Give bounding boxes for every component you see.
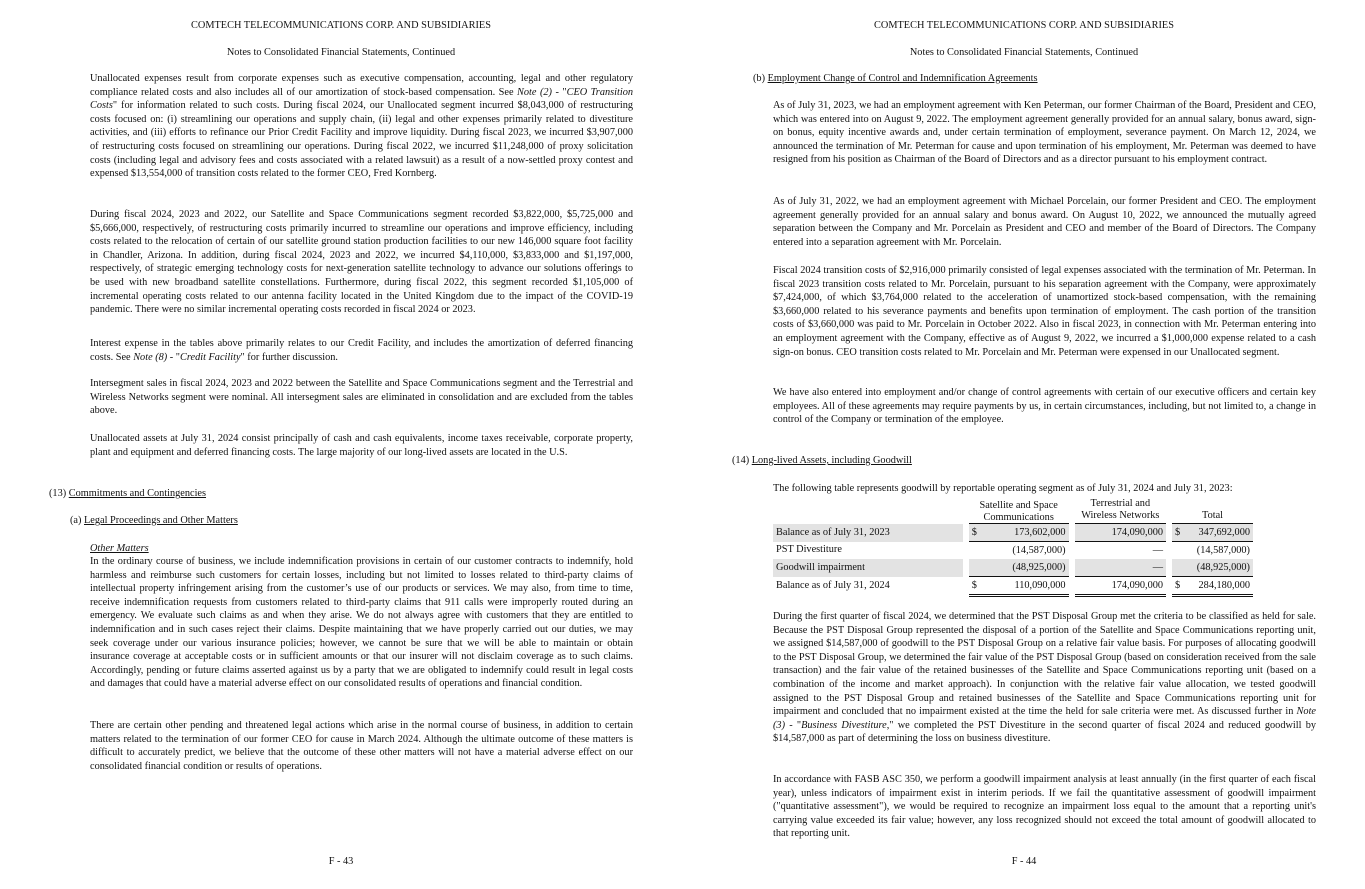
intersegment-sales-paragraph: Intersegment sales in fiscal 2024, 2023 and 2022 between the Satellite and Space Communications segment and the Terrestrial and Wireless Networks segment were nominal. All intersegment sales are eliminated in consolidation and are excluded from the tables above. [90, 378, 633, 417]
page-right [683, 0, 1365, 889]
unallocated-assets-paragraph: Unallocated assets at July 31, 2024 consist principally of cash and cash equivalents, income taxes receivable, corporate property, plant and equipment and deferred financing costs. The large majority of our long-lived assets are located in the U.S. [90, 433, 633, 458]
column-header-satellite: Satellite and Space Communications [969, 498, 1069, 524]
page-number: F - 43 [328, 856, 354, 867]
satellite-restructuring-paragraph: During fiscal 2024, 2023 and 2022, our Satellite and Space Communications segment recorded $3,822,000, $5,725,000 and $5,666,000, respectively, of restructuring costs primarily incurred to streamline our operations and improve efficiency, including costs related to the relocation of certain of our satellite ground station production facilities to our new 146,000 square foot facility in Chandler, Arizona. In addition, during fiscal 2024, 2023 and 2022, we incurred $4,110,000, $3,833,000 and $1,197,000, respectively, of strategic emerging technology costs for next-generation satellite technology to advance our solutions offerings to be used with new broadband satellite constellations. Furthermore, during fiscal 2022, this segment recorded $1,105,000 of incremental operating costs related to our antenna facility located in the United Kingdom due to the impact of the COVID-19 pandemic. There were no similar incremental operating costs recorded in fiscal 2024 or 2023. [90, 209, 633, 316]
goodwill-table [773, 498, 1253, 597]
table-row: Goodwill impairment (48,925,000) — (48,925,000) [773, 559, 1253, 577]
section-14-heading: (14) Long-lived Assets, including Goodwill [732, 455, 912, 466]
table-header-row [773, 498, 1253, 524]
impairment-analysis-paragraph: In accordance with FASB ASC 350, we perform a goodwill impairment analysis at least annually (in the first quarter of each fiscal year), unless indicators of impairment exist in interim periods. If we fail the quantitative assessment of goodwill impairment ("quantitative assessment"), we would be required to recognize an impairment loss equal to the amount that a reporting unit's carrying value exceeded its fair value; however, any loss recognized should not exceed the total amount of goodwill allocated to that reporting unit. [773, 774, 1316, 840]
page-number: F - 44 [1011, 856, 1037, 867]
table-row: Balance as of July 31, 2023 $ 173,602,000 174,090,000 $ 347,692,000 [773, 524, 1253, 542]
other-matters-heading: Other Matters [90, 543, 149, 554]
change-of-control-paragraph: We have also entered into employment and/or change of control agreements with certain of our executive officers and certain key employees. All of these agreements may require payments by us, in certain circumstances, including, but not limited to, a change in control of the Company or termination of the employee. [773, 387, 1316, 426]
indemnification-paragraph: In the ordinary course of business, we include indemnification provisions in certain of our customer contracts to indemnify, hold harmless and reimburse such customers for certain losses, including but not limited to losses related to third-party claims of intellectual property infringement arising from the customer’s use of our products or services. We may also, from time to time, receive indemnification requests from customers related to third-party claims that 911 calls were improperly routed during an emergency. We evaluate such claims as and when they arise. We do not always agree with customers that they are entitled to indemnification and in such cases reject their claims. Despite maintaining that we have properly carried out our duties, we may seek coverage under our various insurance policies; however, we cannot be sure that we will be able to maintain or obtain insurance coverage at acceptable costs or in sufficient amounts or that our insurer will not disclaim coverage as to such claims. Accordingly, pending or future claims asserted against us by a party that we are obligated to indemnify could result in legal costs and damages that could have a material adverse effect on our consolidated results of operations and financial condition. [90, 556, 633, 690]
unallocated-expenses-paragraph: Unallocated expenses result from corporate expenses such as executive compensation, accounting, legal and other regulatory compliance related costs and also includes all of our amortization of stock-based compensation. See Note (2) - "CEO Transition Costs" for information related to such costs. During fiscal 2024, our Unallocated segment incurred $8,043,000 of restructuring costs focused on: (i) streamlining our operations and supply chain, (ii) legal and other expenses primarily related to divestiture activities, and (iii) efforts to refinance our Prior Credit Facility and improve liquidity. During fiscal 2023, we incurred $3,907,000 of restructuring costs focused on streamlining our operations. During fiscal 2022, we incurred $11,248,000 of proxy solicitation costs (including legal and advisory fees and costs associated with a related lawsuit) as a result of a now-settled proxy contest and expensed $13,554,000 of transition costs related to the former CEO, Fred Kornberg. [90, 73, 634, 180]
transition-costs-paragraph: Fiscal 2024 transition costs of $2,916,000 primarily consisted of legal expenses associated with the termination of Mr. Peterman. In fiscal 2023 transition costs related to Mr. Porcelain, pursuant to his separation agreement with the Company, were approximately $7,424,000, of which $3,764,000 related to the acceleration of unamortized stock-based compensation, with the remaining $3,660,000 related to his severance payments and benefits upon termination of employment. The cash portion of the transition costs of $3,660,000 was paid to Mr. Porcelain in October 2022. Also in fiscal 2023, in connection with Mr. Peterman entering into an employment agreement with the Company, effective as of August 9, 2022, we incurred a $1,000,000 expense related to a cash sign-on bonus. CEO transition costs related to Mr. Porcelain and Mr. Peterman were expensed in our Unallocated segment. [773, 265, 1316, 358]
page-left [0, 0, 682, 889]
legal-actions-paragraph: There are certain other pending and threatened legal actions which arise in the normal course of business, in addition to certain matters related to the termination of our former CEO for cause in March 2024. Although the ultimate outcome of these matters is difficult to accurately predict, we believe that the outcome of these other matters will not have a material adverse effect on our consolidated financial condition or results of operations. [90, 720, 633, 772]
table-row: PST Divestiture (14,587,000) — (14,587,000) [773, 542, 1253, 560]
section-13-heading: (13) Commitments and Contingencies [49, 488, 207, 499]
section-13b-heading: (b) Employment Change of Control and Indemnification Agreements [753, 73, 1038, 84]
table-row: Balance as of July 31, 2024 $ 110,090,000 174,090,000 $ 284,180,000 [773, 577, 1253, 596]
column-header-terrestrial: Terrestrial and Wireless Networks [1075, 498, 1166, 524]
company-header: COMTECH TELECOMMUNICATIONS CORP. AND SUBSIDIARIES [191, 20, 491, 31]
company-header: COMTECH TELECOMMUNICATIONS CORP. AND SUBSIDIARIES [874, 20, 1174, 31]
column-header-total: Total [1172, 498, 1253, 524]
interest-expense-paragraph: Interest expense in the tables above primarily relates to our Credit Facility, and includes the amortization of deferred financing costs. See Note (8) - "Credit Facility" for further discussion. [90, 338, 633, 363]
page-subtitle: Notes to Consolidated Financial Statements, Continued [226, 47, 456, 58]
pst-disposal-paragraph: During the first quarter of fiscal 2024, we determined that the PST Disposal Group met the criteria to be classified as held for sale. Because the PST Disposal Group represented the disposal of a portion of the Satellite and Space Communications reporting unit, we assigned $14,587,000 of goodwill to the PST Disposal Group on a relative fair value basis. For purposes of allocating goodwill to the PST Disposal Group, we determined the fair value of the PST Disposal Group (based on consideration received from the sale transaction) and the fair value of the retained businesses of the Satellite and Space Communications reporting unit (based on a combination of the income and market approach). In conjunction with the relative fair value allocation, we tested goodwill assigned to the PST Disposal Group and retained businesses of the Satellite and Space Communications reporting unit for impairment and concluded that no impairment existed at the time the held for sale criteria were met. As discussed further in Note (3) - "Business Divestiture," we completed the PST Divestiture in the second quarter of fiscal 2024 and reduced goodwill by $14,587,000 as part of determining the loss on business divestiture. [773, 611, 1317, 745]
porcelain-agreement-paragraph: As of July 31, 2022, we had an employment agreement with Michael Porcelain, our former President and CEO. The employment agreement generally provided for an annual salary and bonus award. On August 10, 2022, we announced the mutually agreed separation between the Company and Mr. Porcelain as President and CEO and member of the Board of Directors. The Company entered into a separation agreement with Mr. Porcelain. [773, 196, 1316, 248]
section-13a-heading: (a) Legal Proceedings and Other Matters [70, 515, 238, 526]
goodwill-table-intro: The following table represents goodwill by reportable operating segment as of July 31, 2024 and July 31, 2023: [773, 483, 1233, 494]
peterman-agreement-paragraph: As of July 31, 2023, we had an employment agreement with Ken Peterman, our former Chairman of the Board, President and CEO, which was entered into on August 9, 2022. The employment agreement generally provided for an annual salary, bonus award, sign-on bonus, equity incentive awards and, under certain termination of employment, severance payment. On March 12, 2024, we announced the termination of Mr. Peterman for cause and upon termination of his employment, Mr. Peterman was deemed to have resigned from his position as Chairman of the Board of Directors and as a director pursuant to his employment contract. [773, 100, 1316, 166]
page-subtitle: Notes to Consolidated Financial Statements, Continued [909, 47, 1139, 58]
